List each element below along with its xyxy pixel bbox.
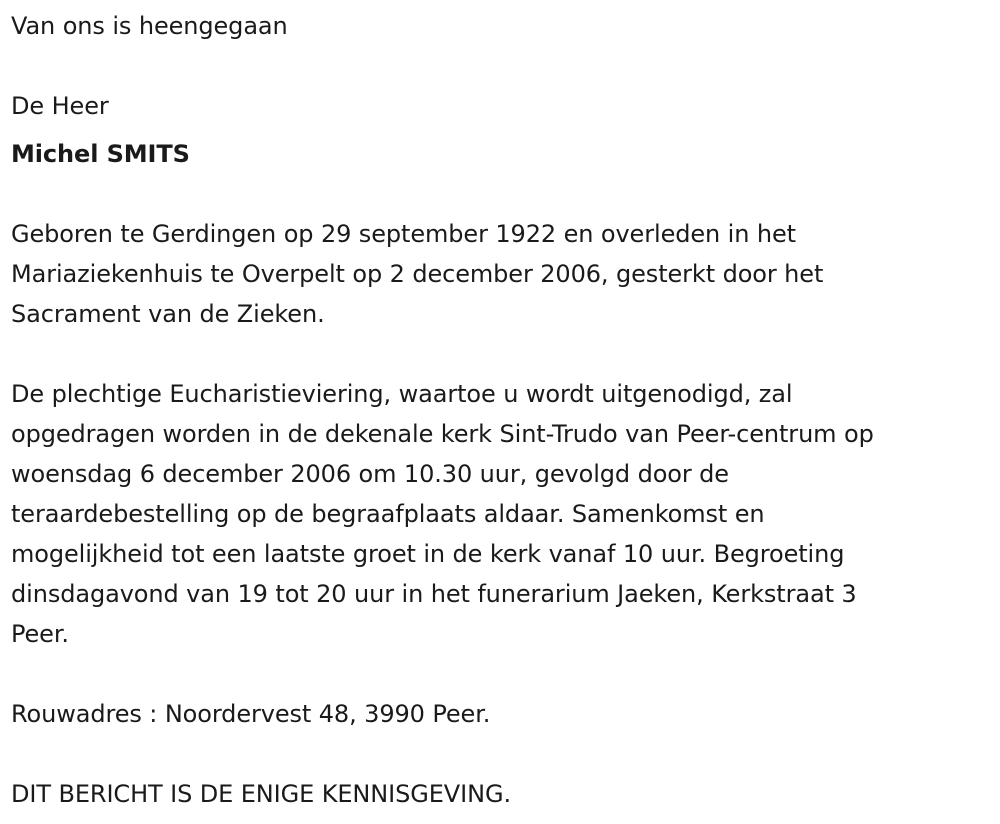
obituary-notice <box>11 6 996 814</box>
paragraph-line: mogelijkheid tot een laatste groet in de kerk vanaf 10 uur. Begroeting <box>11 540 845 568</box>
mourning-address: Rouwadres : Noordervest 48, 3990 Peer. <box>11 700 491 728</box>
paragraph-line: Peer. <box>11 620 69 648</box>
spacer <box>11 334 996 374</box>
closing-statement: DIT BERICHT IS DE ENIGE KENNISGEVING. <box>11 780 511 808</box>
spacer <box>11 654 996 694</box>
paragraph-line: opgedragen worden in de dekenale kerk Sint-Trudo van Peer-centrum op <box>11 420 874 448</box>
paragraph-line: De plechtige Eucharistieviering, waartoe u wordt uitgenodigd, zal <box>11 380 793 408</box>
paragraph-line: Geboren te Gerdingen op 29 september 1922 en overleden in het <box>11 220 796 248</box>
spacer <box>11 734 996 774</box>
ceremony-paragraph <box>11 374 996 654</box>
honorific-text: De Heer <box>11 92 109 120</box>
paragraph-line: teraardebestelling op de begraafplaats aldaar. Samenkomst en <box>11 500 765 528</box>
paragraph-line: woensdag 6 december 2006 om 10.30 uur, gevolgd door de <box>11 460 729 488</box>
paragraph-line: dinsdagavond van 19 tot 20 uur in het funerarium Jaeken, Kerkstraat 3 <box>11 580 857 608</box>
spacer <box>11 174 996 214</box>
birth-death-paragraph <box>11 214 996 334</box>
paragraph-line: Mariaziekenhuis te Overpelt op 2 december 2006, gesterkt door het <box>11 260 824 288</box>
spacer <box>11 46 996 86</box>
spacer <box>11 126 996 134</box>
intro-text: Van ons is heengegaan <box>11 12 288 40</box>
deceased-name: Michel SMITS <box>11 140 190 168</box>
paragraph-line: Sacrament van de Zieken. <box>11 300 325 328</box>
